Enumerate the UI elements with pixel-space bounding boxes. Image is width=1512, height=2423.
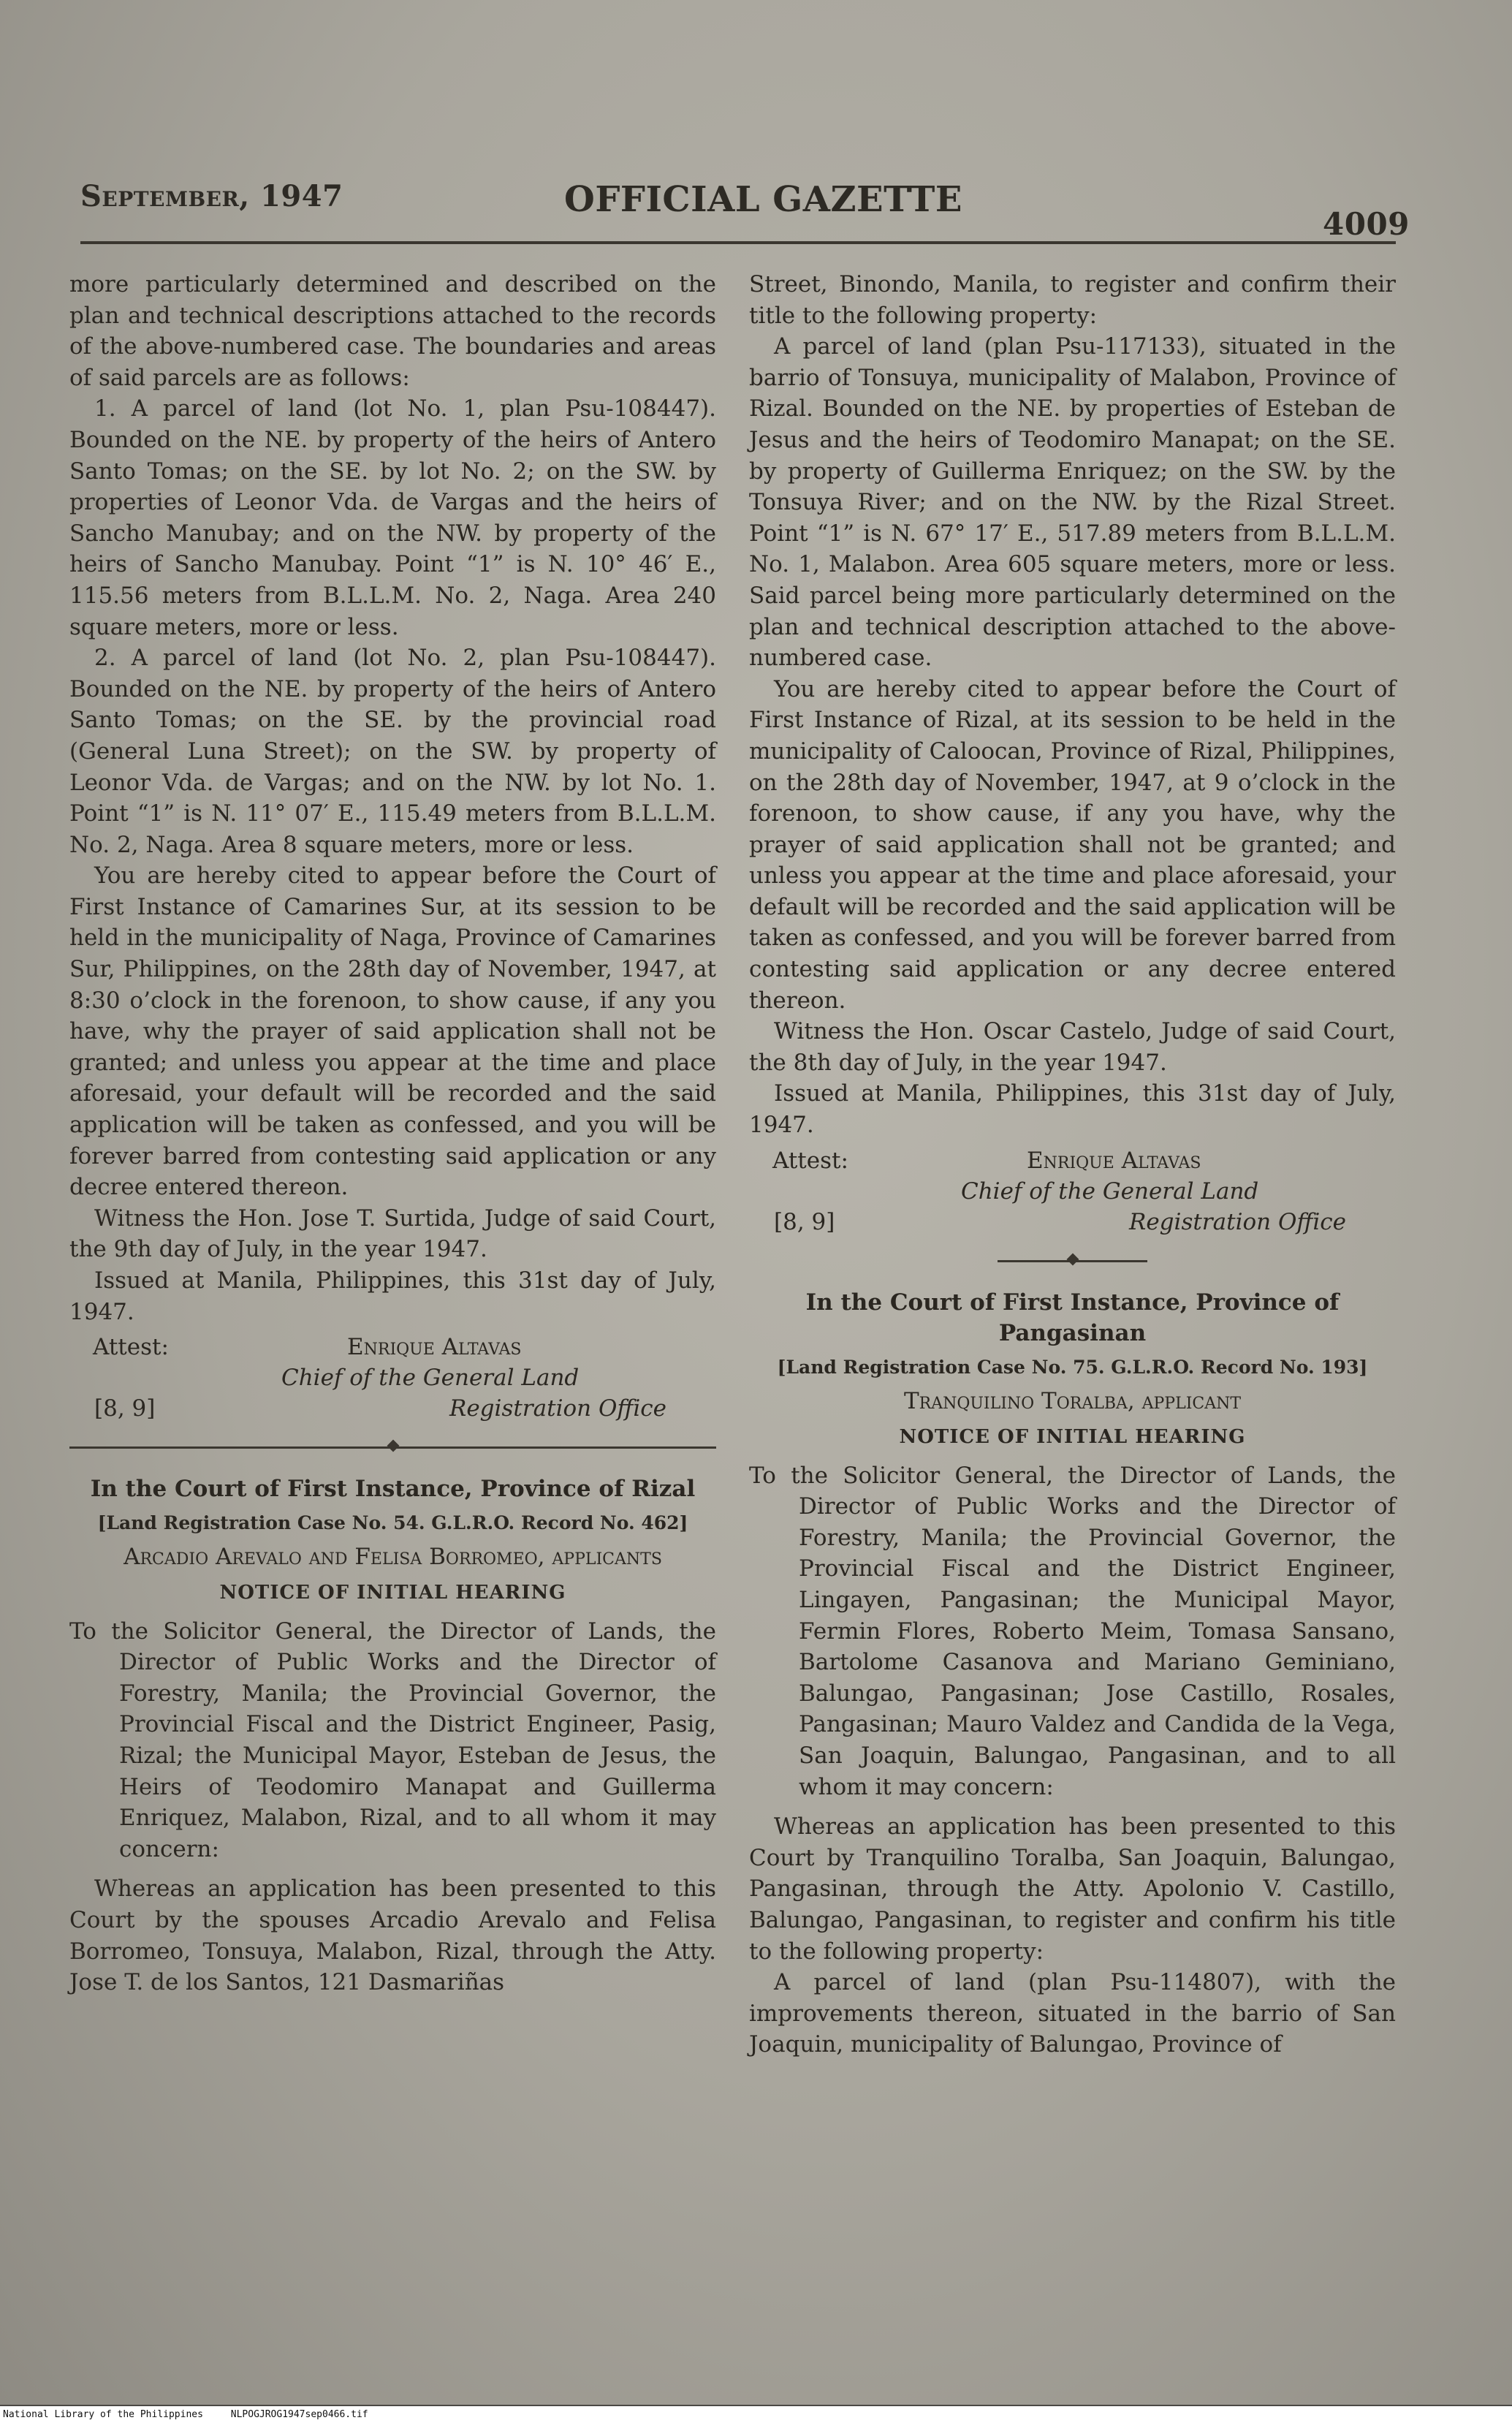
continuation-paragraph: Street, Binondo, Manila, to register and confirm their title to the following property: [749,271,1396,329]
witness-paragraph: Witness the Hon. Jose T. Surtida, Judge of said Court, the 9th day of July, in the year 1947. [69,1205,716,1263]
scan-filename: NLPOGJROG1947sep0466.tif [230,2409,368,2420]
case-reference: [Land Registration Case No. 75. G.L.R.O. Record No. 193] [777,1356,1368,1378]
attestation-block [69,1332,716,1427]
diamond-ornament-icon [1066,1253,1079,1265]
parcel-2-paragraph: 2. A parcel of land (lot No. 2, plan Psu-108447). Bounded on the NE. by property of the heirs of Antero Santo Tomas; on the SE. by the provincial road (General Luna Street); on the SW. by property of Leonor Vda. de Vargas; and on the NW. by lot No. 1. Point “1” is N. 11° 07′ E., 115.49 meters from B.L.L.M. No. 2, Naga. Area 8 square meters, more or less. [69,645,716,858]
court-heading: In the Court of First Instance, Province of Rizal [90,1476,696,1503]
addressees-paragraph: To the Solicitor General, the Director of Lands, the Director of Public Works and the Director of Forestry, Manila; the Provincial Governor, the Provincial Fiscal and the District Engineer, Pasig, Rizal; the Municipal Mayor, Esteban de Jesus, the Heirs of Teodomiro Manapat and Guillerma Enriquez, Malabon, Rizal, and to all whom it may concern: [69,1618,716,1862]
attestation-block [749,1145,1396,1240]
attest-name: Enrique Altavas [1027,1147,1201,1174]
parcel-paragraph: A parcel of land (plan Psu-117133), situated in the barrio of Tonsuya, municipality of Malabon, Province of Rizal. Bounded on the NE. by properties of Esteban de Jesus and the heirs of Teodomiro Manapat; on the SE. by property of Guillerma Enriquez; on the SW. by the Tonsuya River; and on the NW. by the Rizal Street. Point “1” is N. 67° 17′ E., 517.89 meters from B.L.L.M. No. 1, Malabon. Area 605 square meters, more or less. Said parcel being more particularly determined on the plan and technical description attached to the above-numbered case. [749,333,1396,672]
library-credit: National Library of the Philippines [3,2409,203,2420]
section-separator [69,1427,716,1471]
header-page-number: 4009 [1323,206,1410,242]
header-rule [80,241,1396,244]
header-date: September, 1947 [80,179,343,213]
left-column [69,269,716,1998]
notice-title: NOTICE OF INITIAL HEARING [899,1426,1246,1448]
citation-paragraph: You are hereby cited to appear before the Court of First Instance of Camarines Sur, at its session to be held in the municipality of Naga, Province of Camarines Sur, Philippines, on the 28th day of November, 1947, at 8:30 o’clock in the forenoon, to show cause, if any you have, why the prayer of said application shall not be granted; and unless you appear at the time and place aforesaid, your default will be recorded and the said application will be taken as confessed, and you will be forever barred from contesting said application or any decree entered thereon. [69,862,716,1201]
court-heading: In the Court of First Instance, Province of Pangasinan [805,1289,1340,1347]
witness-paragraph: Witness the Hon. Oscar Castelo, Judge of said Court, the 8th day of July, in the year 1947. [749,1018,1396,1076]
attest-title-line-1: Chief of the General Land [281,1365,580,1392]
issued-paragraph: Issued at Manila, Philippines, this 31st day of July, 1947. [69,1267,716,1325]
case-reference: [Land Registration Case No. 54. G.L.R.O. Record No. 462] [97,1512,688,1533]
attest-title-line-2: Registration Office [449,1395,666,1422]
attest-name: Enrique Altavas [347,1334,522,1361]
applicants: Arcadio Arevalo and Felisa Borromeo, applicants [124,1544,662,1571]
addressees-paragraph: To the Solicitor General, the Director of Lands, the Director of Public Works and the Director of Forestry, Manila; the Provincial Governor, the Provincial Fiscal and the District Engineer, Lingayen, Pangasinan; the Municipal Mayor, Fermin Flores, Roberto Meim, Tomasa Sansano, Bartolome Casanova and Mariano Geminiano, Balungao, Pangasinan; Jose Castillo, Rosales, Pangasinan; Mauro Valdez and Candida de la Vega, San Joaquin, Balungao, Pangasinan, and to all whom it may concern: [749,1462,1396,1800]
scan-footer [0,2406,1512,2423]
whereas-paragraph: Whereas an application has been presented to this Court by the spouses Arcadio Arevalo and Felisa Borromeo, Tonsuya, Malabon, Rizal, through the Atty. Jose T. de los Santos, 121 Dasmariñas [69,1876,716,1996]
applicant: Tranquilino Toralba, applicant [903,1388,1242,1415]
issue-reference: [8, 9] [774,1208,835,1235]
parcel-start-paragraph: A parcel of land (plan Psu-114807), with the improvements thereon, situated in the barrio of San Joaquin, municipality of Balungao, Province of [749,1969,1396,2058]
attest-title-line-2: Registration Office [1129,1208,1346,1235]
notice-title: NOTICE OF INITIAL HEARING [219,1581,566,1604]
right-column [749,269,1396,2060]
attest-label: Attest: [772,1147,848,1174]
attest-label: Attest: [93,1334,169,1361]
diamond-ornament-icon [387,1440,399,1452]
parcel-1-paragraph: 1. A parcel of land (lot No. 1, plan Psu-108447). Bounded on the NE. by property of the heirs of Antero Santo Tomas; on the SE. by lot No. 2; on the SW. by properties of Leonor Vda. de Vargas and the heirs of Sancho Manubay; and on the NW. by property of the heirs of Sancho Manubay. Point “1” is N. 10° 46′ E., 115.56 meters from B.L.L.M. No. 2, Naga. Area 240 square meters, more or less. [69,395,716,640]
citation-paragraph: You are hereby cited to appear before the Court of First Instance of Rizal, at its session to be held in the municipality of Caloocan, Province of Rizal, Philippines, on the 28th day of November, 1947, at 9 o’clock in the forenoon, to show cause, if any you have, why the prayer of said application shall not be granted; and unless you appear at the time and place aforesaid, your default will be recorded and the said application will be taken as confessed, and you will be forever barred from contesting said application or any decree entered thereon. [749,675,1396,1014]
issue-reference: [8, 9] [94,1395,156,1422]
whereas-paragraph: Whereas an application has been presented to this Court by Tranquilino Toralba, San Joaquin, Balungao, Pangasinan, through the Atty. Apolonio V. Castillo, Balungao, Pangasinan, to register and confirm his title to the following property: [749,1813,1396,1965]
attest-title-line-1: Chief of the General Land [961,1178,1259,1205]
issued-paragraph: Issued at Manila, Philippines, this 31st day of July, 1947. [749,1080,1396,1139]
intro-paragraph: more particularly determined and described on the plan and technical descriptions attached to the records of the above-numbered case. The boundaries and areas of said parcels are as follows: [69,271,716,391]
section-separator [749,1240,1396,1284]
header-title: OFFICIAL GAZETTE [564,179,962,220]
